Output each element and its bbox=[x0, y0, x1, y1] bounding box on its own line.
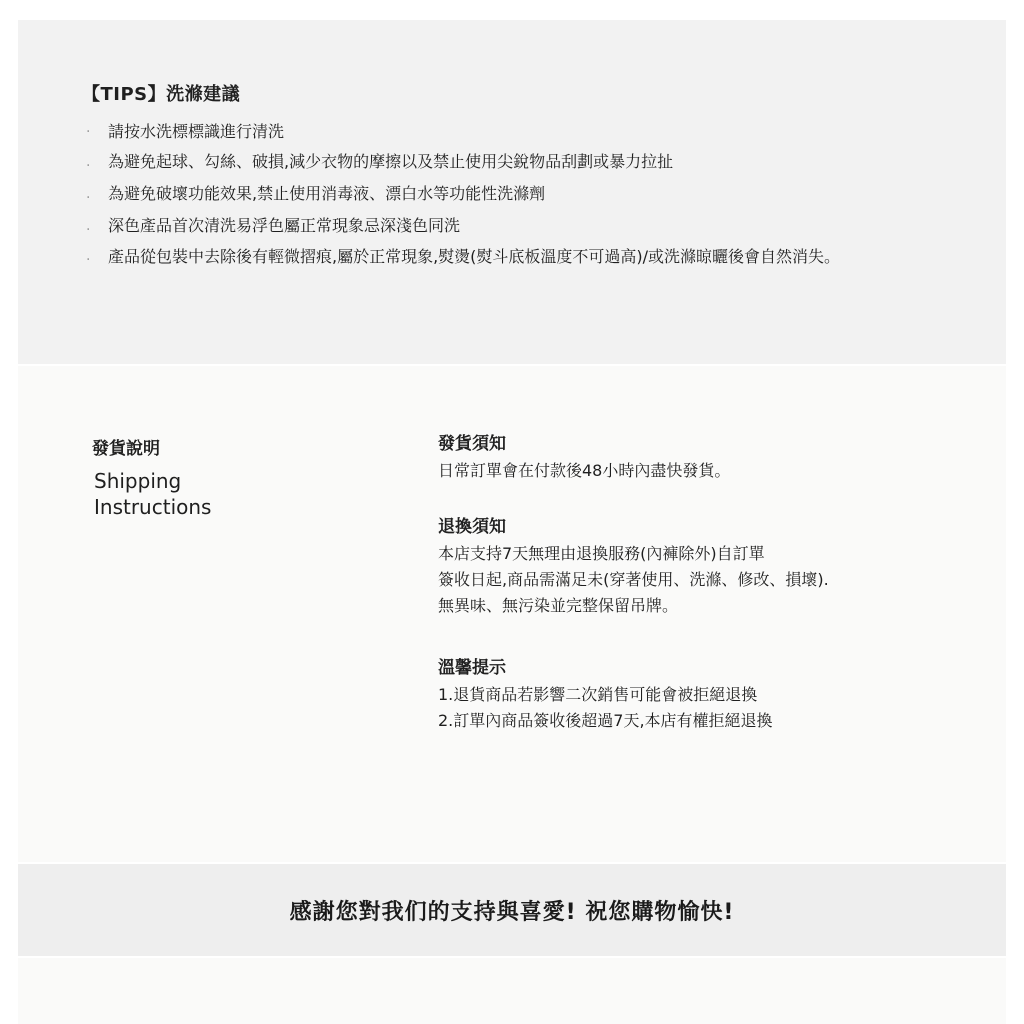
returns-notice-line: 無異味、無污染並完整保留吊牌。 bbox=[438, 596, 679, 615]
bullet-icon: . bbox=[86, 186, 91, 202]
bullet-icon: . bbox=[86, 154, 91, 170]
tips-item bbox=[86, 122, 946, 142]
reminder-title: 溫馨提示 bbox=[438, 658, 506, 678]
returns-notice-block bbox=[438, 515, 998, 619]
shipping-notice-block bbox=[438, 432, 998, 484]
returns-notice-title: 退換須知 bbox=[438, 517, 506, 537]
tips-item-text: 請按水洗標標識進行清洗 bbox=[108, 122, 285, 141]
reminder-line: 2.訂單內商品簽收後超過7天,本店有權拒絕退換 bbox=[438, 711, 773, 730]
tips-title: 【TIPS】洗滌建議 bbox=[82, 84, 241, 105]
returns-notice-line: 簽收日起,商品需滿足未(穿著使用、洗滌、修改、損壞). bbox=[438, 570, 829, 589]
tips-item-text: 為避免起球、勾絲、破損,減少衣物的摩擦以及禁止使用尖銳物品刮劃或暴力拉扯 bbox=[108, 152, 674, 171]
tips-item-text: 為避免破壞功能效果,禁止使用消毒液、漂白水等功能性洗滌劑 bbox=[108, 184, 546, 203]
tips-item bbox=[86, 152, 946, 172]
shipping-title-en: Shipping Instructions bbox=[94, 469, 212, 519]
thanks-banner bbox=[18, 864, 1006, 956]
reminder-line: 1.退貨商品若影響二次銷售可能會被拒絕退換 bbox=[438, 685, 758, 704]
tips-item-text: 產品從包裝中去除後有輕微摺痕,屬於正常現象,熨燙(熨斗底板溫度不可過高)/或洗滌晾曬後會自然消失。 bbox=[108, 247, 841, 266]
thanks-message: 感謝您對我们的支持與喜愛! 祝您購物愉快! bbox=[289, 899, 735, 925]
bullet-icon: · bbox=[86, 124, 91, 140]
tips-item-text: 深色產品首次清洗易浮色屬正常現象忌深淺色同洗 bbox=[108, 216, 461, 235]
shipping-notice-title: 發貨須知 bbox=[438, 434, 506, 454]
shipping-title-zh: 發貨說明 bbox=[92, 439, 160, 459]
tips-list bbox=[86, 122, 946, 277]
reminder-block bbox=[438, 656, 998, 734]
tips-item bbox=[86, 248, 946, 265]
bottom-spacer bbox=[18, 958, 1006, 1024]
shipping-notice-line: 日常訂單會在付款後48小時內盡快發貨。 bbox=[438, 461, 731, 480]
bullet-icon: . bbox=[86, 248, 91, 264]
tips-item bbox=[86, 216, 946, 236]
tips-item bbox=[86, 184, 946, 204]
bullet-icon: . bbox=[86, 218, 91, 234]
returns-notice-line: 本店支持7天無理由退換服務(內褲除外)自訂單 bbox=[438, 544, 765, 563]
